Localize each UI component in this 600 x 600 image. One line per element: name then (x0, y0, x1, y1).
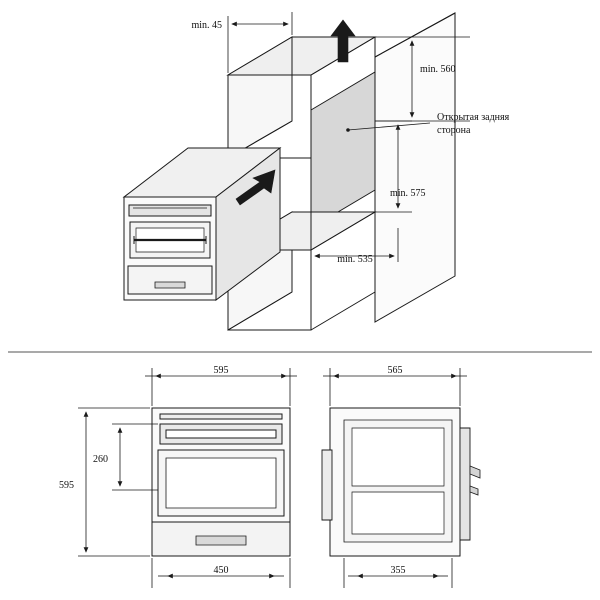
dim-door-260 (112, 424, 158, 490)
iso-cabinet-group (124, 13, 455, 330)
label-min-535: min. 535 (337, 254, 373, 265)
dim-front-height-595 (78, 408, 150, 556)
side-view-group (322, 408, 480, 556)
label-front-height-595: 595 (59, 480, 74, 491)
label-side-depth-565: 565 (387, 365, 403, 376)
open-back-panel (311, 72, 375, 228)
label-min-45: min. 45 (191, 20, 222, 31)
label-door-260: 260 (93, 454, 108, 465)
label-open-back-line1: Открытая задняя (437, 112, 510, 123)
label-side-base-355: 355 (390, 565, 406, 576)
label-open-back-line2: сторона (437, 125, 471, 136)
cabinet-side-panel (375, 13, 455, 322)
label-min-575: min. 575 (390, 188, 426, 199)
label-base-450: 450 (213, 565, 229, 576)
front-view-group (152, 408, 290, 556)
label-front-width-595: 595 (213, 365, 229, 376)
label-min-560: min. 560 (420, 64, 456, 75)
